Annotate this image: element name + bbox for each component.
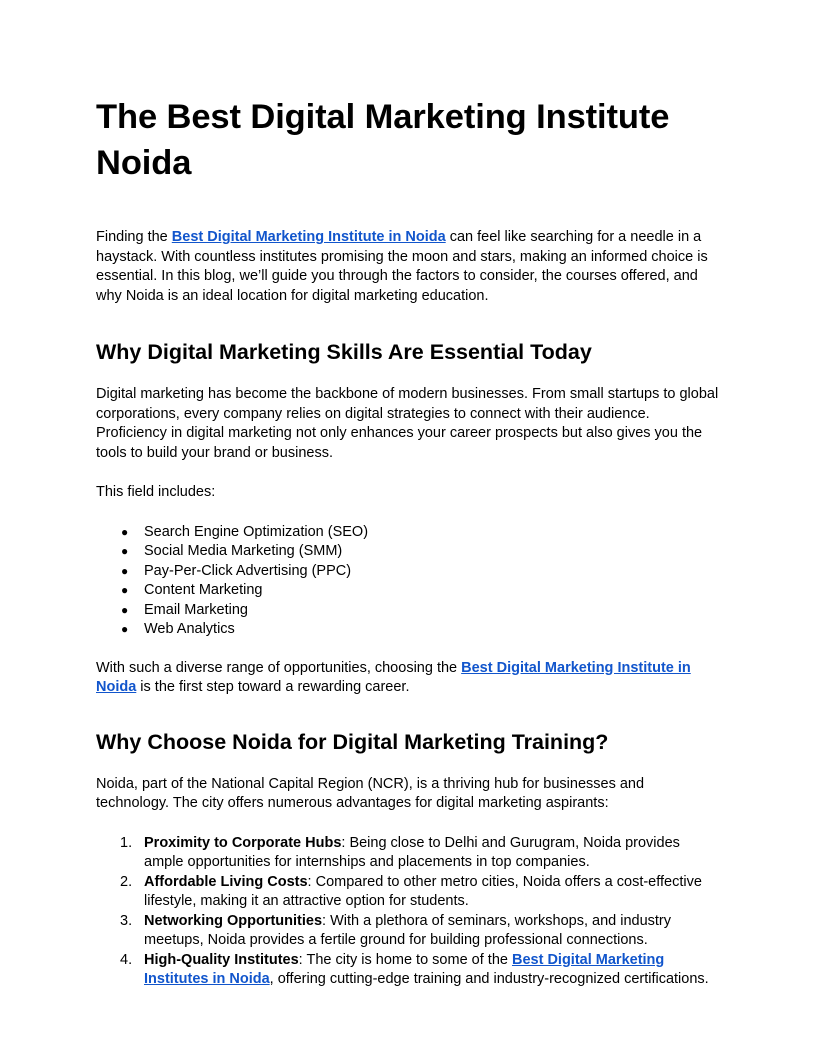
- list-item-bold: Networking Opportunities: [144, 912, 323, 929]
- section1-closing: [96, 659, 720, 698]
- bullet-icon: ●: [121, 563, 129, 578]
- list-item: [121, 542, 720, 562]
- list-item-text: : With a plethora of seminars, workshops, and industry meetups, Noida provides a fertile ground for building professional connections.: [144, 912, 671, 948]
- bullet-icon: ●: [121, 622, 129, 636]
- bullet-icon: ●: [121, 583, 129, 597]
- intro-text-after: can feel like searching for a needle in a haystack. With countless institutes promising the moon and stars, making an informed choice is essential. In this blog, we’ll guide you through the factors to consider, the courses offered, and why Noida is an ideal location for digital marketing education.: [96, 229, 708, 304]
- list-item-text: Web Analytics: [144, 621, 235, 637]
- list-item-text: Pay-Per-Click Advertising (PPC): [144, 562, 352, 579]
- section1-heading: Why Digital Marketing Skills Are Essential Today: [96, 340, 592, 364]
- list-item-text: Email Marketing: [144, 601, 248, 618]
- section1-paragraph: Digital marketing has become the backbone of modern businesses. From small startups to global corporations, every company relies on digital strategies to connect with their audience. Proficiency in digital marketing not only enhances your career prospects but also gives you the tools to build your brand or business.: [96, 386, 719, 461]
- list-item: [120, 912, 720, 951]
- bullet-icon: ●: [121, 544, 129, 558]
- list-item-text: : Being close to Delhi and Gurugram, Noida provides ample opportunities for internships and placements in top companies.: [144, 834, 680, 870]
- intro-text-before: Finding the: [96, 229, 172, 245]
- bullet-icon: ●: [121, 602, 129, 617]
- intro-institute-link[interactable]: Best Digital Marketing Institute in Noida: [171, 229, 446, 245]
- list-item-text: , offering cutting-edge training and industry-recognized certifications.: [269, 971, 709, 987]
- list-item: [121, 581, 720, 601]
- list-item: [120, 834, 720, 873]
- list-number: 1.: [120, 834, 133, 851]
- list-item: [121, 620, 720, 640]
- closing-text-after: is the first step toward a rewarding career.: [136, 679, 410, 695]
- reasons-numbered-list: [96, 834, 720, 990]
- list-item: [121, 601, 720, 621]
- list-item-bold: Proximity to Corporate Hubs: [144, 834, 342, 851]
- section2-paragraph: Noida, part of the National Capital Region (NCR), is a thriving hub for businesses and technology. The city offers numerous advantages for digital marketing aspirants:: [96, 775, 645, 811]
- list-item-text: Social Media Marketing (SMM): [144, 543, 343, 559]
- closing-text-before: With such a diverse range of opportunities, choosing the: [96, 659, 462, 676]
- page-title: The Best Digital Marketing Institute Noida: [96, 98, 670, 182]
- bullet-icon: ●: [121, 524, 129, 539]
- intro-paragraph: [96, 228, 720, 306]
- skills-bullet-list: [96, 523, 720, 640]
- section1-list-intro: This field includes:: [96, 484, 216, 500]
- institutes-link[interactable]: Best Digital Marketing Institutes in Noida: [144, 951, 665, 987]
- list-item-text: Search Engine Optimization (SEO): [144, 523, 369, 540]
- list-number: 3.: [120, 912, 133, 929]
- list-number: 4.: [120, 951, 133, 968]
- list-item: [121, 562, 720, 582]
- list-number: 2.: [120, 873, 133, 890]
- closing-institute-link[interactable]: Best Digital Marketing Institute in Noida: [96, 659, 691, 695]
- section2-heading: Why Choose Noida for Digital Marketing Training?: [96, 729, 609, 754]
- list-item: [120, 873, 720, 912]
- list-item: [120, 951, 720, 990]
- list-item-bold: Affordable Living Costs: [144, 873, 308, 890]
- list-item-text: Content Marketing: [144, 582, 263, 598]
- list-item-bold: High-Quality Institutes: [144, 951, 299, 968]
- list-item-text: : Compared to other metro cities, Noida offers a cost-effective lifestyle, making it an attractive option for students.: [144, 873, 702, 909]
- list-item-text-before: : The city is home to some of the: [298, 951, 512, 968]
- list-item: [121, 523, 720, 543]
